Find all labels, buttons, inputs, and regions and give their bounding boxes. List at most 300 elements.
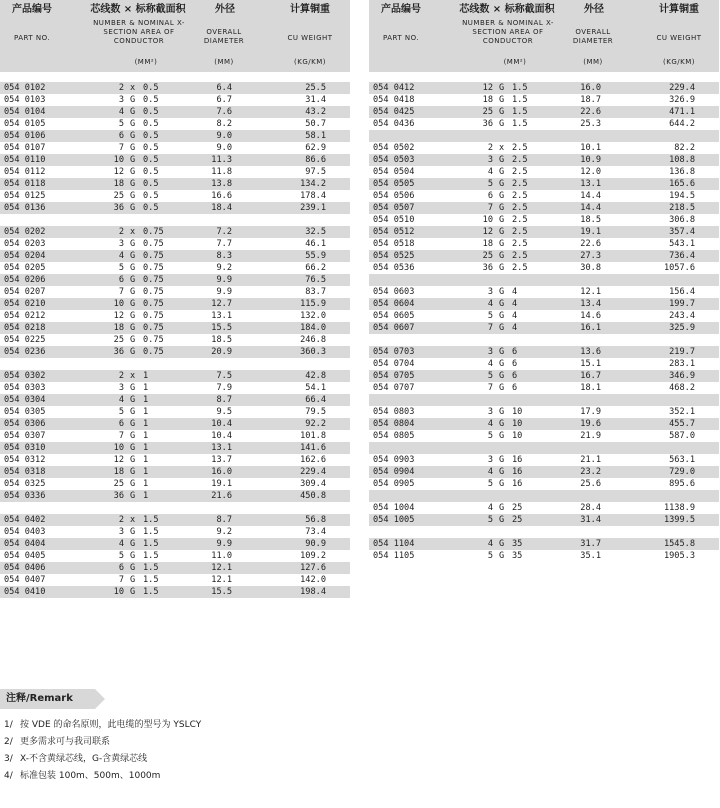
diameter-cell: 18.5	[580, 215, 601, 225]
diameter-cell: 8.3	[216, 251, 232, 261]
section-area-cell: 1	[143, 455, 149, 465]
section-area-cell: 25	[512, 515, 523, 525]
part-no-cell: 054 0407	[4, 575, 46, 585]
cores-cell: 5	[118, 407, 124, 417]
right-rows	[369, 82, 719, 562]
separator-cell: G	[130, 347, 136, 357]
part-no-cell: 054 0525	[373, 251, 415, 261]
table-row	[369, 226, 719, 238]
diameter-cell: 9.2	[216, 263, 232, 273]
diameter-cell: 12.0	[580, 167, 601, 177]
diameter-cell: 15.1	[580, 359, 601, 369]
section-area-cell: 1	[143, 467, 149, 477]
part-no-cell: 054 0402	[4, 515, 46, 525]
section-area-cell: 0.75	[143, 287, 164, 297]
separator-cell: G	[130, 539, 136, 549]
table-row	[0, 274, 350, 286]
table-row	[0, 202, 350, 214]
table-row	[0, 214, 350, 226]
cores-cell: 6	[118, 419, 124, 429]
section-area-cell: 0.5	[143, 131, 159, 141]
part-no-cell: 054 0704	[373, 359, 415, 369]
cu-weight-cell: 360.3	[300, 347, 326, 357]
cu-weight-cell: 134.2	[300, 179, 326, 189]
cu-weight-cell: 243.4	[669, 311, 695, 321]
table-row	[369, 298, 719, 310]
cores-cell: 2	[487, 143, 493, 153]
table-row	[369, 94, 719, 106]
cores-header-unit: (MM²)	[503, 58, 527, 66]
cores-cell: 7	[118, 143, 124, 153]
diameter-cell: 13.7	[211, 455, 232, 465]
separator-cell: G	[130, 131, 136, 141]
part-no-cell: 054 0905	[373, 479, 415, 489]
part-no-cell: 054 0707	[373, 383, 415, 393]
table-row	[0, 82, 350, 94]
cu-weight-cell: 306.8	[669, 215, 695, 225]
cu-weight-cell: 326.9	[669, 95, 695, 105]
part-no-cell: 054 0904	[373, 467, 415, 477]
table-row	[0, 562, 350, 574]
table-row	[369, 526, 719, 538]
cores-cell: 12	[113, 311, 124, 321]
section-area-cell: 2.5	[512, 227, 528, 237]
table-row	[0, 526, 350, 538]
table-row	[369, 418, 719, 430]
separator-cell: G	[499, 239, 505, 249]
separator-cell: G	[130, 443, 136, 453]
cores-cell: 18	[113, 467, 124, 477]
cores-cell: 3	[487, 347, 493, 357]
part-no-cell: 054 0203	[4, 239, 46, 249]
note-text: 标准包装 100m、500m、1000m	[20, 771, 161, 781]
section-area-cell: 10	[512, 407, 523, 417]
part-no-cell: 054 0512	[373, 227, 415, 237]
cu-weight-cell: 92.2	[305, 419, 326, 429]
part-no-cell: 054 1004	[373, 503, 415, 513]
diameter-cell: 19.6	[580, 419, 601, 429]
table-row	[369, 286, 719, 298]
diameter-cell: 10.4	[211, 431, 232, 441]
separator-cell: G	[499, 179, 505, 189]
separator-cell: G	[130, 203, 136, 213]
diameter-cell: 10.4	[211, 419, 232, 429]
section-area-cell: 16	[512, 479, 523, 489]
part-no-cell: 054 1105	[373, 551, 415, 561]
separator-cell: G	[130, 467, 136, 477]
part-no-cell: 054 0505	[373, 179, 415, 189]
separator-cell: G	[130, 479, 136, 489]
cu-weight-cell: 142.0	[300, 575, 326, 585]
table-row	[0, 262, 350, 274]
separator-cell: G	[130, 407, 136, 417]
cu-weight-cell: 79.5	[305, 407, 326, 417]
diameter-header-zh: 外径	[215, 4, 235, 15]
diameter-cell: 14.4	[580, 191, 601, 201]
remark-note	[4, 717, 360, 734]
note-text: X-不含黄绿芯线，G-含黄绿芯线	[20, 754, 148, 764]
part-no-cell: 054 0102	[4, 83, 46, 93]
diameter-cell: 18.5	[211, 335, 232, 345]
cu-weight-cell: 109.2	[300, 551, 326, 561]
diameter-cell: 8.7	[216, 395, 232, 405]
part-no-cell: 054 0405	[4, 551, 46, 561]
table-row	[369, 490, 719, 502]
table-row	[0, 430, 350, 442]
section-area-cell: 2.5	[512, 239, 528, 249]
cores-cell: 10	[113, 587, 124, 597]
table-row	[0, 502, 350, 514]
section-area-cell: 2.5	[512, 191, 528, 201]
separator-cell: G	[499, 371, 505, 381]
left-table	[0, 0, 350, 598]
table-row	[369, 82, 719, 94]
cores-cell: 3	[118, 383, 124, 393]
section-area-cell: 35	[512, 539, 523, 549]
note-text: 更多需求可与我司联系	[20, 737, 111, 747]
diameter-cell: 18.4	[211, 203, 232, 213]
table-row	[369, 370, 719, 382]
table-row	[369, 202, 719, 214]
table-row	[0, 322, 350, 334]
part-no-cell: 054 0202	[4, 227, 46, 237]
table-row	[0, 94, 350, 106]
separator-cell: G	[130, 263, 136, 273]
section-area-cell: 0.75	[143, 239, 164, 249]
section-area-cell: 6	[512, 347, 518, 357]
cores-cell: 7	[118, 575, 124, 585]
section-area-cell: 1.5	[143, 527, 159, 537]
cu-weight-cell: 587.0	[669, 431, 695, 441]
diameter-cell: 11.8	[211, 167, 232, 177]
section-area-cell: 0.5	[143, 95, 159, 105]
cu-weight-cell: 83.7	[305, 287, 326, 297]
separator-cell: G	[130, 143, 136, 153]
note-number: 3/	[4, 754, 13, 764]
section-area-cell: 1.5	[143, 515, 159, 525]
note-number: 2/	[4, 737, 13, 747]
part-no-cell: 054 0605	[373, 311, 415, 321]
part-no-cell: 054 0410	[4, 587, 46, 597]
cu-weight-cell: 66.2	[305, 263, 326, 273]
diameter-cell: 6.4	[216, 83, 232, 93]
cores-cell: 6	[118, 131, 124, 141]
diameter-cell: 13.1	[211, 311, 232, 321]
cu-weight-cell: 132.0	[300, 311, 326, 321]
table-row	[0, 394, 350, 406]
table-row	[0, 418, 350, 430]
separator-cell: G	[499, 95, 505, 105]
table-row	[369, 346, 719, 358]
cores-cell: 36	[113, 491, 124, 501]
separator-cell: G	[130, 119, 136, 129]
cu-weight-cell: 644.2	[669, 119, 695, 129]
separator-cell: x	[130, 371, 136, 381]
separator-cell: G	[499, 359, 505, 369]
table-row	[0, 406, 350, 418]
cores-cell: 3	[487, 155, 493, 165]
part-no-cell: 054 0436	[373, 119, 415, 129]
table-row	[369, 406, 719, 418]
cores-header-zh: 芯线数 × 标称截面积	[459, 4, 555, 15]
cu-weight-cell: 127.6	[300, 563, 326, 573]
diameter-cell: 12.1	[211, 563, 232, 573]
cu-weight-cell: 543.1	[669, 239, 695, 249]
cu-weight-cell: 219.7	[669, 347, 695, 357]
separator-cell: G	[499, 119, 505, 129]
separator-cell: G	[499, 407, 505, 417]
section-area-cell: 4	[512, 299, 518, 309]
table-row	[0, 370, 350, 382]
separator-cell: G	[499, 323, 505, 333]
separator-cell: G	[130, 155, 136, 165]
section-area-cell: 2.5	[512, 203, 528, 213]
part-no-cell: 054 0302	[4, 371, 46, 381]
cu-weight-cell: 325.9	[669, 323, 695, 333]
section-area-cell: 4	[512, 311, 518, 321]
separator-cell: G	[130, 275, 136, 285]
cores-cell: 36	[113, 203, 124, 213]
table-row	[369, 238, 719, 250]
part-no-cell: 054 0236	[4, 347, 46, 357]
diameter-cell: 16.0	[580, 83, 601, 93]
separator-cell: G	[499, 251, 505, 261]
part-no-cell: 054 0412	[373, 83, 415, 93]
cores-cell: 3	[487, 407, 493, 417]
separator-cell: G	[130, 527, 136, 537]
separator-cell: G	[130, 575, 136, 585]
section-area-cell: 25	[512, 503, 523, 513]
cu-weight-cell: 1399.5	[663, 515, 695, 525]
table-row	[369, 334, 719, 346]
part-no-cell: 054 0604	[373, 299, 415, 309]
table-row	[0, 226, 350, 238]
cores-cell: 12	[113, 167, 124, 177]
table-row	[0, 442, 350, 454]
section-area-cell: 6	[512, 371, 518, 381]
separator-cell: G	[130, 323, 136, 333]
separator-cell: G	[499, 155, 505, 165]
section-area-cell: 0.5	[143, 143, 159, 153]
separator-cell: G	[499, 419, 505, 429]
cores-cell: 36	[113, 347, 124, 357]
separator-cell: G	[130, 239, 136, 249]
diameter-cell: 17.9	[580, 407, 601, 417]
section-area-cell: 16	[512, 467, 523, 477]
table-row	[369, 166, 719, 178]
cu-weight-cell: 468.2	[669, 383, 695, 393]
cores-cell: 7	[487, 203, 493, 213]
table-row	[0, 382, 350, 394]
separator-cell: G	[499, 551, 505, 561]
section-area-cell: 2.5	[512, 143, 528, 153]
cu-weight-cell: 156.4	[669, 287, 695, 297]
table-row	[369, 274, 719, 286]
table-row	[369, 478, 719, 490]
separator-cell: G	[130, 299, 136, 309]
diameter-cell: 16.7	[580, 371, 601, 381]
separator-cell: G	[499, 311, 505, 321]
cores-cell: 3	[118, 239, 124, 249]
section-area-cell: 0.5	[143, 107, 159, 117]
cores-cell: 18	[482, 239, 493, 249]
table-row	[0, 154, 350, 166]
separator-cell: G	[130, 311, 136, 321]
cu-weight-header-en: CU WEIGHT	[656, 34, 702, 42]
diameter-cell: 13.6	[580, 347, 601, 357]
diameter-cell: 21.6	[211, 491, 232, 501]
section-area-cell: 1.5	[512, 119, 528, 129]
part-no-header-zh: 产品编号	[12, 4, 52, 15]
diameter-cell: 18.7	[580, 95, 601, 105]
table-row	[369, 538, 719, 550]
diameter-cell: 30.8	[580, 263, 601, 273]
section-area-cell: 0.5	[143, 167, 159, 177]
cores-cell: 6	[118, 275, 124, 285]
part-no-cell: 054 0206	[4, 275, 46, 285]
table-row	[0, 490, 350, 502]
section-area-cell: 0.75	[143, 335, 164, 345]
section-area-cell: 0.75	[143, 299, 164, 309]
table-row	[0, 190, 350, 202]
diameter-cell: 20.9	[211, 347, 232, 357]
cores-cell: 4	[487, 359, 493, 369]
cu-weight-header-zh: 计算铜重	[659, 4, 699, 15]
diameter-cell: 8.7	[216, 515, 232, 525]
part-no-cell: 054 0705	[373, 371, 415, 381]
table-row	[369, 310, 719, 322]
cu-weight-cell: 73.4	[305, 527, 326, 537]
separator-cell: G	[499, 299, 505, 309]
cores-header-en: NUMBER & NOMINAL X-SECTION AREA OF CONDUCTOR	[93, 19, 185, 45]
separator-cell: G	[499, 347, 505, 357]
table-row	[0, 250, 350, 262]
section-area-cell: 0.75	[143, 347, 164, 357]
table-row	[369, 394, 719, 406]
diameter-cell: 9.5	[216, 407, 232, 417]
diameter-cell: 9.0	[216, 143, 232, 153]
section-area-cell: 1.5	[143, 563, 159, 573]
cu-weight-cell: 82.2	[674, 143, 695, 153]
diameter-cell: 6.7	[216, 95, 232, 105]
part-no-cell: 054 0118	[4, 179, 46, 189]
table-row	[0, 358, 350, 370]
table-row	[369, 442, 719, 454]
section-area-cell: 1	[143, 407, 149, 417]
table-row	[369, 514, 719, 526]
cores-cell: 4	[487, 167, 493, 177]
table-row	[0, 454, 350, 466]
part-no-cell: 054 1005	[373, 515, 415, 525]
cu-weight-cell: 136.8	[669, 167, 695, 177]
diameter-cell: 12.1	[580, 287, 601, 297]
cu-weight-cell: 97.5	[305, 167, 326, 177]
table-row	[369, 106, 719, 118]
cores-cell: 25	[113, 479, 124, 489]
table-row	[0, 130, 350, 142]
part-no-cell: 054 0503	[373, 155, 415, 165]
part-no-cell: 054 0318	[4, 467, 46, 477]
diameter-cell: 9.0	[216, 131, 232, 141]
part-no-cell: 054 0703	[373, 347, 415, 357]
diameter-header-zh: 外径	[584, 4, 604, 15]
separator-cell: G	[499, 191, 505, 201]
cu-weight-header-unit: (KG/KM)	[294, 58, 326, 66]
diameter-cell: 9.9	[216, 275, 232, 285]
section-area-cell: 2.5	[512, 251, 528, 261]
table-row	[369, 358, 719, 370]
diameter-cell: 13.8	[211, 179, 232, 189]
cores-cell: 2	[118, 83, 124, 93]
table-row	[0, 142, 350, 154]
separator-cell: G	[130, 251, 136, 261]
separator-cell: G	[130, 179, 136, 189]
cu-weight-cell: 42.8	[305, 371, 326, 381]
cores-cell: 10	[113, 299, 124, 309]
part-no-cell: 054 0104	[4, 107, 46, 117]
table-row	[369, 322, 719, 334]
cores-cell: 7	[487, 323, 493, 333]
cu-weight-cell: 62.9	[305, 143, 326, 153]
part-no-cell: 054 0112	[4, 167, 46, 177]
part-no-cell: 054 0207	[4, 287, 46, 297]
table-row	[0, 286, 350, 298]
section-area-cell: 0.75	[143, 323, 164, 333]
cores-cell: 5	[487, 431, 493, 441]
cu-weight-cell: 1905.3	[663, 551, 695, 561]
separator-cell: x	[499, 143, 505, 153]
diameter-cell: 21.1	[580, 455, 601, 465]
section-area-cell: 1	[143, 443, 149, 453]
cu-weight-cell: 101.8	[300, 431, 326, 441]
part-no-cell: 054 0105	[4, 119, 46, 129]
diameter-cell: 18.1	[580, 383, 601, 393]
diameter-cell: 11.3	[211, 155, 232, 165]
diameter-header-en: OVERALL DIAMETER	[203, 28, 245, 45]
table-row	[0, 118, 350, 130]
cores-cell: 12	[113, 455, 124, 465]
part-no-header-zh: 产品编号	[381, 4, 421, 15]
separator-cell: x	[130, 83, 136, 93]
part-no-cell: 054 0536	[373, 263, 415, 273]
diameter-header-unit: (MM)	[583, 58, 603, 66]
cu-weight-cell: 178.4	[300, 191, 326, 201]
diameter-cell: 14.4	[580, 203, 601, 213]
table-row	[0, 238, 350, 250]
separator-cell: G	[130, 551, 136, 561]
cores-cell: 5	[487, 479, 493, 489]
cores-cell: 2	[118, 371, 124, 381]
table-row	[0, 466, 350, 478]
separator-cell: G	[499, 263, 505, 273]
cu-weight-cell: 32.5	[305, 227, 326, 237]
section-area-cell: 0.75	[143, 227, 164, 237]
table-row	[369, 154, 719, 166]
section-area-cell: 2.5	[512, 167, 528, 177]
section-area-cell: 4	[512, 287, 518, 297]
part-no-cell: 054 0106	[4, 131, 46, 141]
section-area-cell: 0.75	[143, 263, 164, 273]
cu-weight-cell: 346.9	[669, 371, 695, 381]
table-row	[369, 430, 719, 442]
cu-weight-cell: 184.0	[300, 323, 326, 333]
part-no-header-en: PART NO.	[382, 34, 420, 42]
cu-weight-cell: 352.1	[669, 407, 695, 417]
cores-cell: 5	[118, 263, 124, 273]
cu-weight-cell: 1057.6	[663, 263, 695, 273]
table-header	[0, 0, 350, 72]
table-row	[0, 178, 350, 190]
